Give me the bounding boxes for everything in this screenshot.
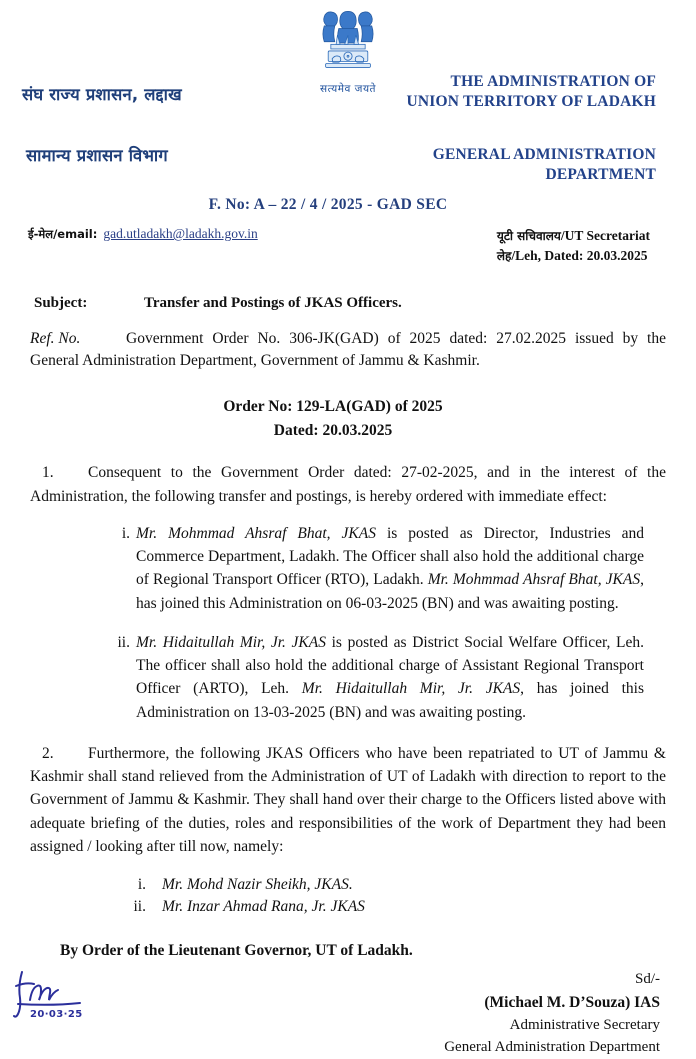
paragraph-1-number: 1.: [42, 464, 54, 482]
signature-date: 20·03·25: [30, 1009, 83, 1020]
subject-text: Transfer and Postings of JKAS Officers.: [144, 294, 402, 311]
english-department-title: [433, 145, 656, 185]
list-item: [110, 631, 644, 724]
paragraph-1-text: Consequent to the Government Order dated: 27-02-2025, and in the interest of the Administration, the following transfer and postings, is hereby ordered with immediate effect:: [30, 464, 666, 505]
posting-tail: , has joined this Administration on 13-03-2025 (BN) and was awaiting posting.: [136, 680, 644, 721]
english-organisation-title: [407, 72, 656, 112]
office-address-block: [497, 226, 668, 267]
email-block: [28, 226, 258, 242]
email-link[interactable]: gad.utladakh@ladakh.gov.in: [103, 226, 258, 241]
officer-name-repeat: Mr. Mohmmad Ahsraf Bhat, JKAS: [427, 571, 641, 589]
order-date: Dated: 20.03.2025: [273, 422, 393, 440]
posting-text: [136, 522, 644, 615]
posting-marker: i.: [121, 524, 130, 542]
order-block: [0, 395, 674, 443]
letterhead-header: [22, 0, 674, 190]
place-date-english: /Leh, Dated: 20.03.2025: [511, 248, 648, 264]
office-english: /UT Secretariat: [560, 228, 650, 243]
signature-block: [22, 968, 674, 1059]
officer-name-repeat: Mr. Hidaitullah Mir, Jr. JKAS: [301, 680, 521, 698]
list-item: [112, 896, 674, 918]
hindi-department-title: सामान्य प्रशासन विभाग: [26, 146, 168, 165]
posting-middle: is posted as Director, Industries and Commerce Department, Ladakh. The Officer shall also hold the additional charge of Regional Transport Officer (RTO), Ladakh.: [136, 524, 645, 589]
hindi-organisation-title: संघ राज्य प्रशासन, लद्दाख: [22, 85, 182, 104]
officer-marker: i.: [137, 876, 146, 894]
subject-label: Subject:: [34, 294, 88, 311]
office-line: [497, 226, 650, 246]
english-dept-line-2: DEPARTMENT: [545, 165, 656, 183]
paragraph-2-text: Furthermore, the following JKAS Officers who have been repatriated to UT of Jammu & Kashmir shall stand relieved from the Administration of UT of Ladakh with direction to report to the Government of Jammu & Kashmir. They shall hand over their charge to the Officers listed above with adequate briefing of the duties, roles and responsibilities of the work of Department they had been assigned / looking after till now, namely:: [30, 744, 666, 855]
by-order-line: By Order of the Lieutenant Governor, UT of Ladakh.: [60, 942, 413, 960]
english-org-line-1: THE ADMINISTRATION OF: [450, 73, 656, 90]
emblem-motto: सत्यमेव जयते: [319, 83, 377, 95]
posting-tail: , has joined this Administration on 06-03-2025 (BN) and was awaiting posting.: [136, 571, 644, 612]
paragraph-2: [22, 742, 674, 858]
officer-name: Mr. Mohd Nazir Sheikh, JKAS.: [162, 876, 353, 894]
paragraph-1: [22, 461, 674, 508]
posting-marker: ii.: [117, 633, 130, 651]
signer-role-1: Administrative Secretary: [509, 1016, 660, 1033]
postings-list: [22, 522, 674, 724]
english-dept-line-1: GENERAL ADMINISTRATION: [432, 146, 656, 163]
place-date-line: [497, 246, 650, 266]
office-hindi: यूटी सचिवालय: [496, 229, 561, 243]
officer-name: Mr. Inzar Ahmad Rana, Jr. JKAS: [162, 898, 365, 916]
repatriated-officers-list: [22, 874, 674, 918]
paragraph-2-number: 2.: [42, 744, 54, 762]
officer-marker: ii.: [133, 898, 146, 916]
subject-row: [22, 295, 674, 312]
place-hindi: लेह: [496, 249, 512, 264]
list-item: [110, 522, 644, 615]
reference-block: [22, 328, 674, 374]
file-number: F. No: A – 22 / 4 / 2025 - GAD SEC: [208, 196, 448, 213]
posting-text: [136, 631, 644, 724]
reference-text: Government Order No. 306-JK(GAD) of 2025 dated: 27.02.2025 issued by the General Administration Department, Government of Jammu & Kashmir.: [30, 329, 666, 370]
sd-marker: Sd/-: [634, 971, 660, 988]
officer-name: Mr. Mohmmad Ahsraf Bhat, JKAS: [136, 524, 376, 542]
signer-role-2: General Administration Department: [444, 1039, 660, 1056]
officer-name: Mr. Hidaitullah Mir, Jr. JKAS: [136, 633, 326, 651]
english-org-line-2: UNION TERRITORY OF LADAKH: [406, 92, 656, 110]
signer-name: (Michael M. D’Souza) IAS: [484, 993, 660, 1011]
list-item: [112, 874, 674, 896]
email-label: ई-मेल/email:: [28, 227, 98, 241]
reference-label: Ref. No.: [30, 329, 81, 347]
ashoka-lion-capital-emblem: [315, 6, 381, 84]
contact-row: [22, 226, 674, 267]
order-number: Order No: 129-LA(GAD) of 2025: [223, 398, 443, 416]
posting-middle: is posted as District Social Welfare Officer, Leh. The officer shall also hold the additional charge of Assistant Regional Transport Officer (ARTO), Leh.: [136, 633, 644, 698]
